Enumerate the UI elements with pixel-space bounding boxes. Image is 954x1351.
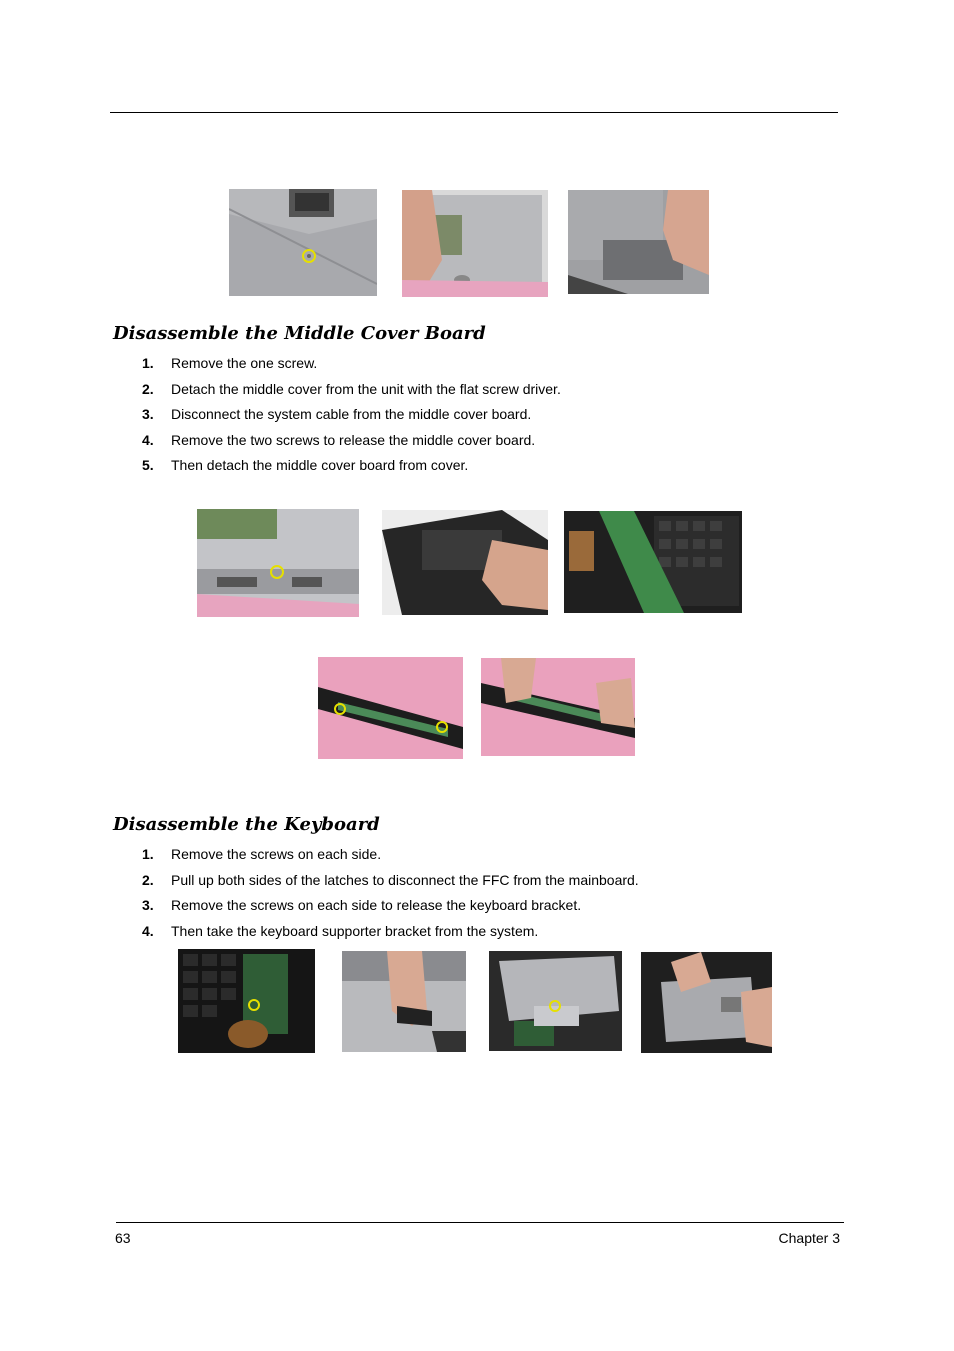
section-title-middle-cover: Disassemble the Middle Cover Board [113, 323, 486, 344]
photo-bracket-remove [641, 952, 772, 1053]
photo-cover-board-screws [318, 657, 463, 759]
page-number: 63 [115, 1230, 131, 1246]
photo-bottom-case-screw [229, 189, 377, 296]
photo-middle-cover-detach [568, 190, 709, 294]
section-title-keyboard: Disassemble the Keyboard [113, 814, 380, 835]
photo-system-cable [564, 511, 742, 613]
photo-ffc-latch [342, 951, 466, 1052]
header-rule [110, 112, 838, 113]
footer-rule [116, 1222, 844, 1223]
chapter-label: Chapter 3 [778, 1230, 840, 1246]
photo-keyboard-screws [178, 949, 315, 1053]
photo-side-screw [197, 509, 359, 617]
photo-cover-lift [402, 190, 548, 297]
photo-bracket-screws [489, 951, 622, 1051]
photo-screwdriver-pry [382, 510, 548, 615]
photo-cover-board-detach [481, 658, 635, 756]
